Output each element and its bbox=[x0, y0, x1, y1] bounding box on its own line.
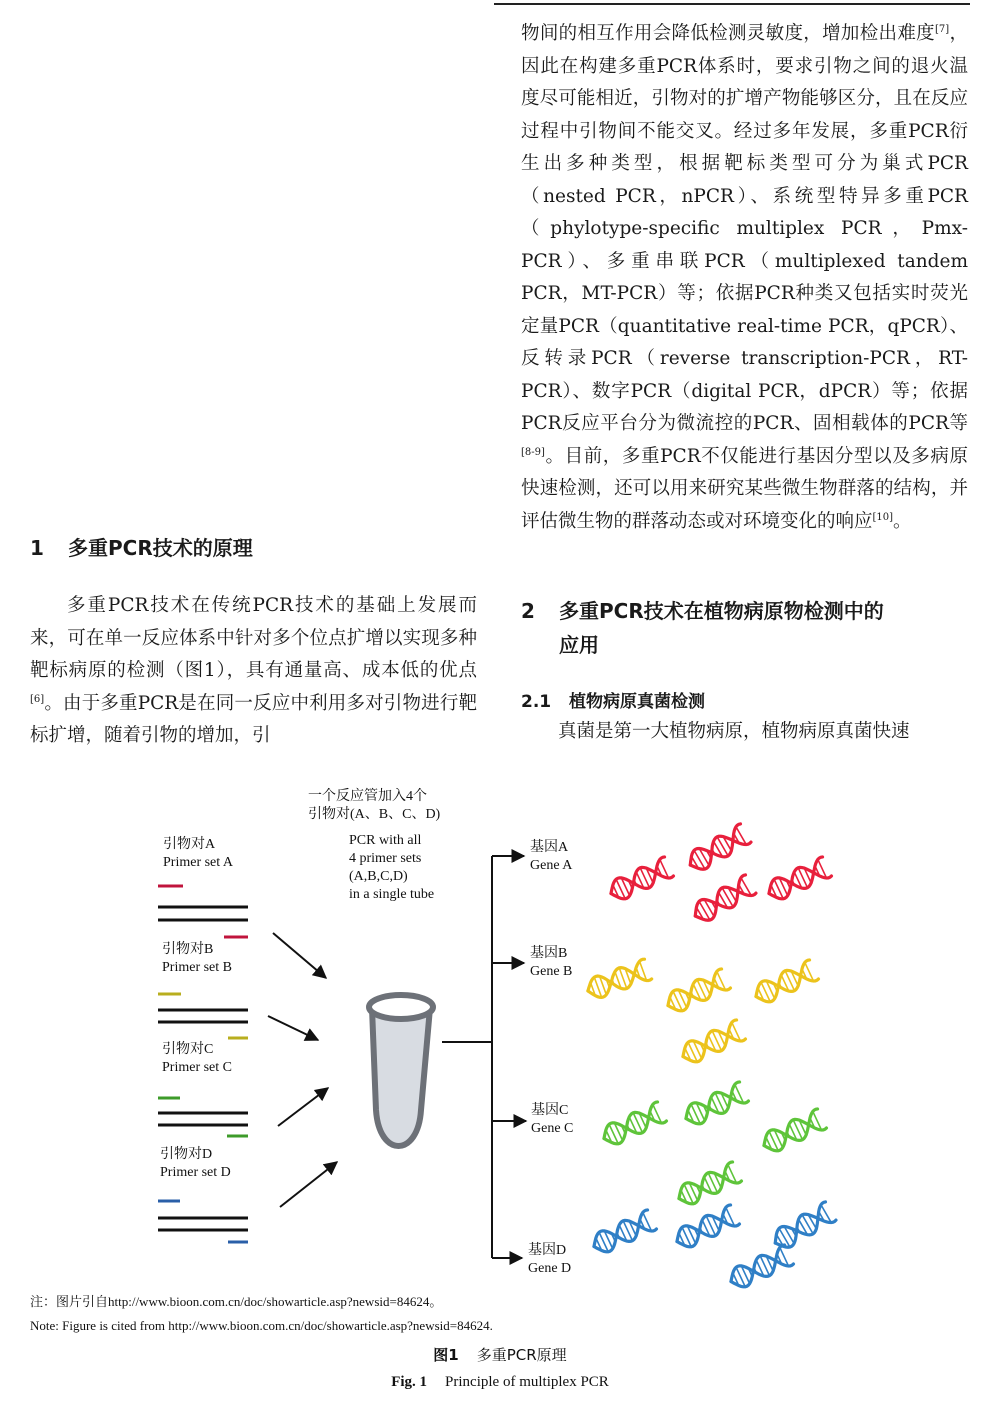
figure-diagram bbox=[0, 770, 1000, 1290]
gene-a-en: Gene A bbox=[530, 858, 573, 873]
section-2-1-heading: 2.1 植物病原真菌检测 bbox=[521, 692, 705, 712]
dna-helix-icon bbox=[770, 1201, 836, 1252]
dna-helix-icon bbox=[690, 874, 756, 925]
tube-label-en-3: (A,B,C,D) bbox=[349, 869, 408, 884]
dna-helix-icon bbox=[759, 1109, 826, 1156]
section-1-body bbox=[30, 590, 477, 753]
right-column-text bbox=[521, 18, 968, 538]
primer-d-cn: 引物对D bbox=[160, 1147, 213, 1162]
gene-c-en: Gene C bbox=[531, 1121, 574, 1136]
dna-helix-icon bbox=[584, 959, 652, 1002]
figure-note-en: Note: Figure is cited from http://www.bioon.com.cn/doc/showarticle.asp?newsid=84624. bbox=[30, 1318, 493, 1333]
figure-caption-en: Fig. 1 Principle of multiplex PCR bbox=[391, 1374, 609, 1390]
section-1-heading: 1 多重PCR技术的原理 bbox=[30, 536, 253, 560]
primer-b-diagram bbox=[158, 994, 248, 1038]
gene-c-cn: 基因C bbox=[531, 1103, 569, 1118]
figure-note-cn: 注：图片引自http://www.bioon.com.cn/doc/showarticle.asp?newsid=84624。 bbox=[30, 1294, 443, 1309]
citation[interactable]: [8-9] bbox=[521, 446, 545, 458]
dna-helix-icon bbox=[678, 1020, 745, 1067]
dna-helix-icon bbox=[672, 1205, 739, 1252]
gene-b-cn: 基因B bbox=[530, 946, 568, 961]
gene-d-en: Gene D bbox=[528, 1261, 572, 1276]
paragraph: 真菌是第一大植物病原，植物病原真菌快速 bbox=[558, 721, 910, 742]
top-rule bbox=[494, 3, 970, 5]
citation[interactable]: [6] bbox=[30, 693, 45, 705]
arrow-d bbox=[280, 1162, 337, 1207]
section-2-heading: 2 多重PCR技术在植物病原物检测中的 应用 bbox=[521, 599, 884, 657]
dna-helix-icon bbox=[681, 1082, 748, 1129]
dna-helix-group bbox=[584, 823, 836, 1290]
dna-helix-icon bbox=[726, 1245, 793, 1290]
primer-a-diagram bbox=[158, 886, 248, 937]
dna-helix-icon bbox=[663, 969, 730, 1016]
gene-a-cn: 基因A bbox=[530, 840, 569, 855]
citation[interactable]: [7] bbox=[934, 24, 950, 35]
pcr-tube-icon bbox=[369, 995, 433, 1146]
dna-helix-icon bbox=[589, 1210, 656, 1257]
primer-d-en: Primer set D bbox=[160, 1165, 231, 1180]
arrow-a bbox=[273, 933, 326, 978]
tube-label-en-4: in a single tube bbox=[349, 887, 435, 902]
dna-helix-icon bbox=[685, 823, 751, 874]
paragraph: 多重PCR技术在传统PCR技术的基础上发展而来，可在单一反应体系中针对多个位点扩增以实现多种靶标病原的检测（图1），具有通量高、成本低的优点[6]。由于多重PCR是在同一反应中利用多对引物进行靶标扩增，随着引物的增加，引 bbox=[30, 595, 477, 746]
figure-caption-cn: 图1 多重PCR原理 bbox=[433, 1346, 567, 1364]
primer-c-diagram bbox=[158, 1098, 248, 1136]
primer-a-en: Primer set A bbox=[163, 855, 233, 870]
primer-a-cn: 引物对A bbox=[163, 837, 216, 852]
gene-d-cn: 基因D bbox=[528, 1243, 567, 1258]
dna-helix-icon bbox=[599, 1102, 666, 1149]
gene-b-en: Gene B bbox=[530, 964, 573, 979]
dna-helix-icon bbox=[606, 857, 673, 904]
primer-d-diagram bbox=[158, 1201, 248, 1242]
tube-label-cn-1: 一个反应管加入4个 bbox=[308, 789, 427, 804]
primer-b-en: Primer set B bbox=[162, 960, 232, 975]
tube-label-en-1: PCR with all bbox=[349, 833, 422, 848]
arrow-b bbox=[268, 1016, 318, 1040]
dna-helix-icon bbox=[751, 960, 818, 1007]
primer-c-en: Primer set C bbox=[162, 1060, 232, 1075]
dna-helix-icon bbox=[674, 1162, 741, 1209]
arrow-c bbox=[278, 1088, 328, 1126]
tube-label-cn-2: 引物对(A、B、C、D) bbox=[308, 807, 441, 822]
paragraph: 物间的相互作用会降低检测灵敏度，增加检出难度[7]，因此在构建多重PCR体系时，要求引物之间的退火温度尽可能相近，引物对的扩增产物能够区分，且在反应过程中引物间不能交叉。经过多年发展，多重PCR衍生出多种类型，根据靶标类型可分为巢式PCR（nested PCR，nPCR）、系统型特异多重PCR（phylotype-specific multiplex PCR，Pmx-PCR）、多重串联PCR（multiplexed tandem PCR，MT-PCR）等；依据PCR种类又包括实时荧光定量PCR（quantitative real-time PCR，qPCR）、反转录PCR（reverse transcription-PCR，RT-PCR）、数字PCR（digital PCR，dPCR）等；依据PCR反应平台分为微流控的PCR、固相载体的PCR等[8-9]。目前，多重PCR不仅能进行基因分型以及多病原快速检测，还可以用来研究某些微生物群落的结构，并评估微生物的群落动态或对环境变化的响应[10]。 bbox=[521, 23, 968, 532]
primer-b-cn: 引物对B bbox=[162, 942, 214, 957]
figure-1 bbox=[0, 770, 1000, 1290]
tube-label-en-2: 4 primer sets bbox=[349, 851, 422, 866]
section-2-1-body bbox=[521, 716, 968, 749]
citation[interactable]: [10] bbox=[872, 511, 894, 523]
dna-helix-icon bbox=[764, 857, 831, 904]
primer-c-cn: 引物对C bbox=[162, 1042, 214, 1057]
